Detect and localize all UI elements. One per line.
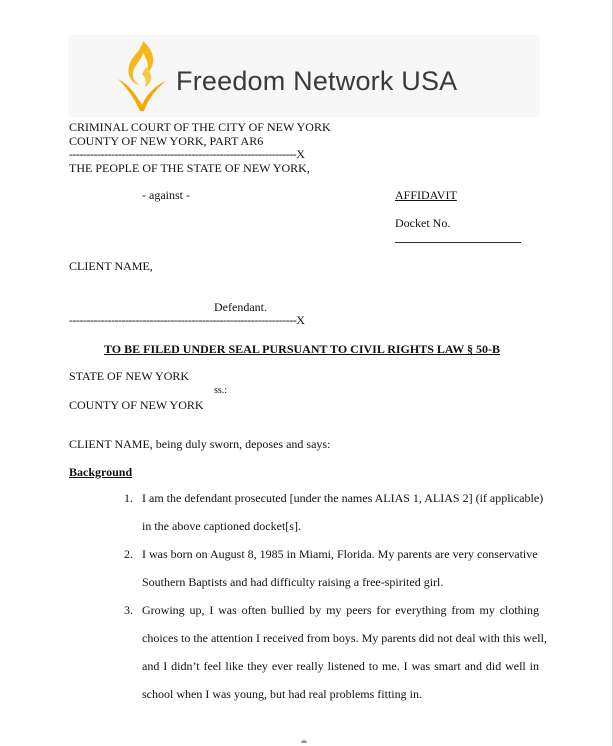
docket-number-line [395,242,521,243]
list-item-number: 3. [124,603,133,617]
sworn-statement: CLIENT NAME, being duly sworn, deposes and says: [69,437,331,451]
list-item-number: 2. [124,547,133,561]
court-part: COUNTY OF NEW YORK, PART AR6 [69,134,264,148]
flame-icon [116,39,168,111]
list-item-line: I am the defendant prosecuted [under the names ALIAS 1, ALIAS 2] (if applicable) [142,491,544,505]
page-number-marker [301,740,307,743]
list-item-line: school when I was young, but had real problems fitting in. [142,687,422,701]
venue-county: COUNTY OF NEW YORK [69,398,204,412]
list-item-line: Southern Baptists and had difficulty raising a free-spirited girl. [142,575,444,589]
plaintiff-name: THE PEOPLE OF THE STATE OF NEW YORK, [69,161,310,175]
court-name: CRIMINAL COURT OF THE CITY OF NEW YORK [69,120,331,134]
caption-divider-bottom: -----------------------------------------------------------------X [69,313,305,327]
against-label: - against - [142,188,190,202]
venue-state: STATE OF NEW YORK [69,369,190,383]
brand-name: Freedom Network USA [176,66,458,96]
list-item-line: I was born on August 8, 1985 in Miami, Florida. My parents are very conservative [142,547,538,561]
letterhead-logo [68,35,540,117]
venue-ss: ss.: [214,385,228,396]
docket-label: Docket No. [395,216,451,230]
list-item-line: in the above captioned docket[s]. [142,519,301,533]
list-item-line: Growing up, I was often bullied by my peers for everything from my clothing [142,603,539,617]
document-type: AFFIDAVIT [395,188,457,202]
client-name: CLIENT NAME, [69,259,153,273]
seal-heading: TO BE FILED UNDER SEAL PURSUANT TO CIVIL RIGHTS LAW § 50-B [104,342,500,356]
caption-divider-top: -----------------------------------------------------------------X [69,147,305,161]
list-item-line: choices to the attention I received from boys. My parents did not deal with this well, [142,631,547,645]
section-heading: Background [69,465,133,479]
list-item-line: and I didn’t feel like they ever really listened to me. I was smart and did well in [142,659,539,673]
list-item-number: 1. [124,491,133,505]
defendant-label: Defendant. [214,300,267,314]
